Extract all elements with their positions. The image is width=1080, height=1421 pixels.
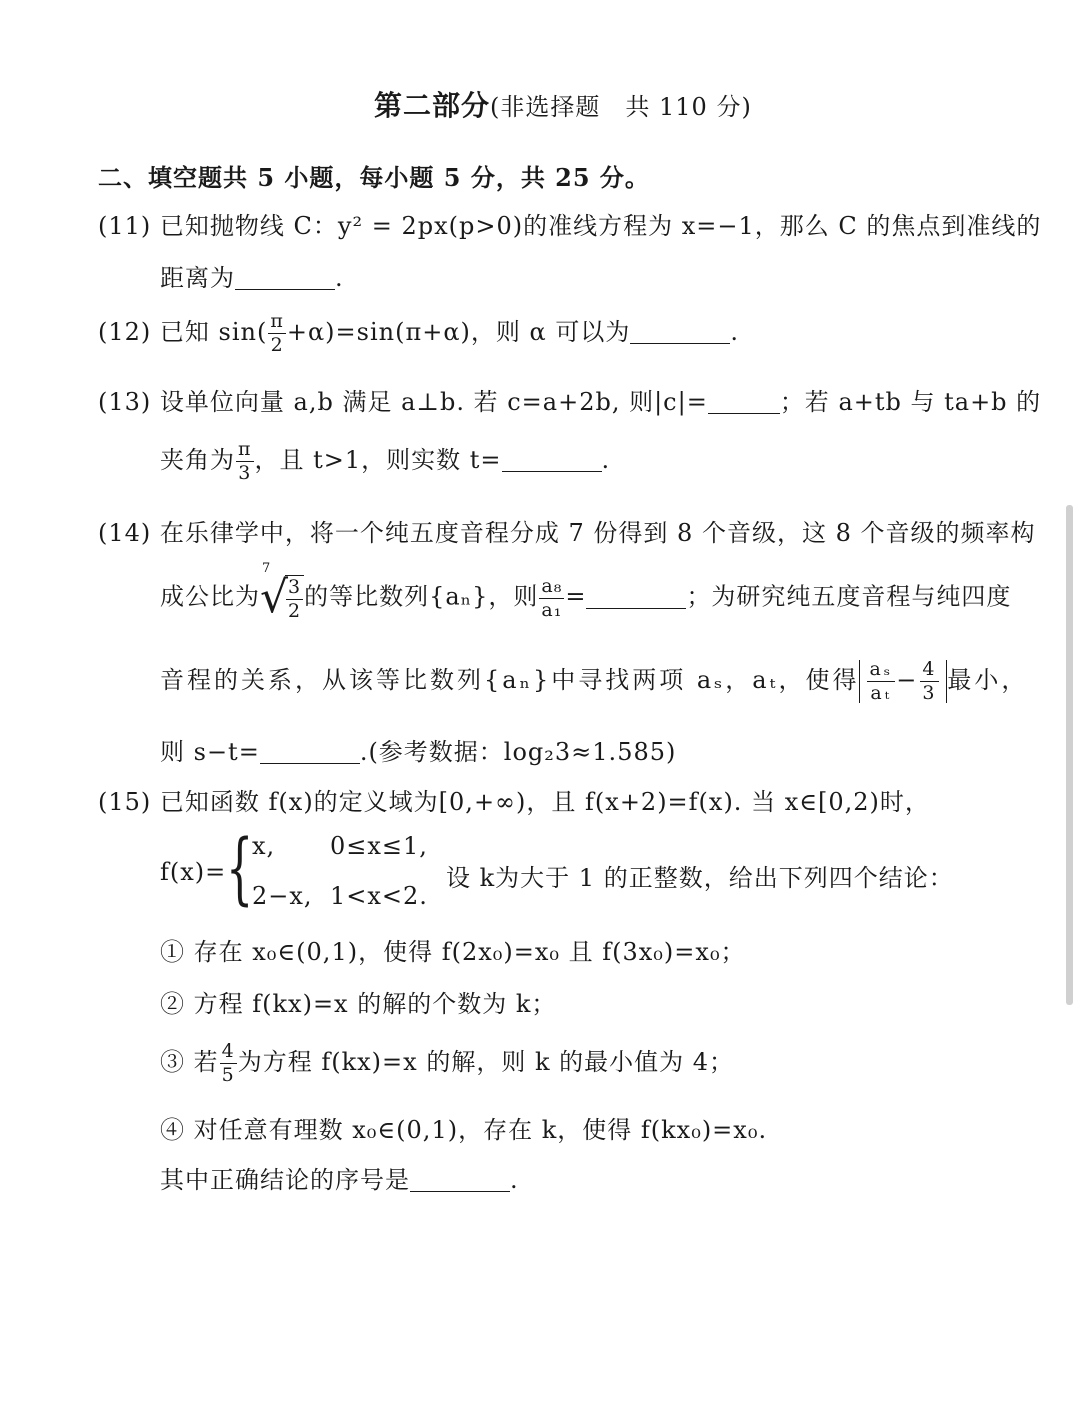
- question-15-number: (15): [98, 788, 152, 816]
- conclusion-1: ① 存在 x₀∈(0,1)，使得 f(2x₀)=x₀ 且 f(3x₀)=x₀；: [160, 938, 746, 966]
- question-15-final-line: [160, 1160, 519, 1195]
- conclusion-3-text-b: 为方程 f(kx)=x 的解，则 k 的最小值为 4；: [237, 1048, 735, 1076]
- section-title-text: 第二部分: [374, 89, 491, 122]
- question-14-text-b: 成公比为: [160, 582, 260, 611]
- fraction-numerator: aₛ: [869, 658, 894, 680]
- fraction-denominator: a₁: [541, 598, 563, 621]
- question-13-text-d: ，且 t>1，则实数 t=: [254, 446, 502, 474]
- conclusion-4: ④ 对任意有理数 x₀∈(0,1)，存在 k，使得 f(kx₀)=x₀.: [160, 1116, 768, 1144]
- conclusion-3: [160, 1042, 734, 1085]
- section-subtitle: (非选择题 共 110 分): [490, 93, 752, 121]
- fraction-denominator: 5: [221, 1064, 235, 1086]
- minus-sign: −: [896, 666, 920, 694]
- question-12-text-b: +α)=sin(π+α)，则 α 可以为: [286, 318, 631, 346]
- question-14-text-g: 则 s−t=: [160, 738, 260, 766]
- fraction-numerator: π: [270, 310, 284, 332]
- question-12-text-a: 已知 sin(: [159, 318, 268, 346]
- question-11-text: 已知抛物线 C：y² = 2px(p>0)的准线方程为 x=−1，那么 C 的焦点到准线的: [159, 212, 1042, 240]
- answer-blank-15[interactable]: [410, 1191, 510, 1192]
- root-index: 7: [262, 561, 272, 576]
- piecewise-case-2-expr: 2−x,: [252, 882, 313, 910]
- question-12-line: [98, 312, 739, 355]
- fraction-numerator: 4: [221, 1040, 235, 1062]
- absolute-value-expression: [859, 660, 947, 703]
- fraction-denominator: aₜ: [870, 682, 893, 704]
- question-14-line-3: [160, 660, 1028, 703]
- fraction-numerator: 4: [922, 658, 938, 680]
- question-11-line-1: [98, 206, 1041, 241]
- question-14-text-e: 音程的关系，从该等比数列{aₙ}中寻找两项 aₛ，aₜ，使得: [160, 666, 860, 694]
- question-12-number: (12): [98, 318, 152, 346]
- question-15-text-a: 已知函数 f(x)的定义域为[0,+∞)，且 f(x+2)=f(x). 当 x∈[0,2)时，: [159, 788, 930, 816]
- question-11-period: .: [335, 264, 344, 292]
- radical-sign-icon: √: [260, 572, 290, 623]
- fraction-a8-over-a1: [539, 574, 564, 621]
- fraction-4-over-3: [920, 660, 939, 703]
- fraction-denominator: 2: [270, 334, 284, 356]
- answer-blank-14a[interactable]: [586, 608, 686, 609]
- left-brace-icon: {: [226, 824, 254, 914]
- piecewise-case-1-cond: 0≤x≤1,: [330, 832, 428, 860]
- root-body: [285, 575, 304, 621]
- question-14-line-4: [160, 732, 676, 767]
- question-14-equals: =: [565, 582, 587, 611]
- question-15-final-text: 其中正确结论的序号是: [160, 1166, 410, 1194]
- fraction-denominator: 3: [238, 462, 252, 484]
- question-14-text-a: 在乐律学中，将一个纯五度音程分成 7 份得到 8 个音级，这 8 个音级的频率构: [159, 519, 1036, 547]
- answer-blank-12[interactable]: [630, 343, 730, 344]
- question-11-text-2: 距离为: [160, 264, 235, 292]
- part-heading: 二、填空题共 5 小题，每小题 5 分，共 25 分。: [98, 163, 650, 192]
- piecewise-function-label: f(x)=: [160, 858, 227, 886]
- fraction-numerator: a₈: [541, 574, 563, 597]
- conclusion-2: ② 方程 f(kx)=x 的解的个数为 k；: [160, 990, 557, 1018]
- question-14-text-f: 最小，: [947, 666, 1029, 694]
- question-11-line-2: [160, 258, 344, 293]
- question-14-text-d: ；为研究纯五度音程与纯四度: [686, 582, 1012, 611]
- question-13-line-1: [98, 382, 1041, 417]
- question-14-line-2: [160, 561, 1012, 623]
- scrollbar[interactable]: [1066, 505, 1073, 1005]
- fraction-as-over-at: [867, 660, 895, 703]
- answer-blank-13b[interactable]: [502, 471, 602, 472]
- question-14-number: (14): [98, 519, 152, 547]
- question-12-period: .: [730, 318, 740, 346]
- answer-blank-11[interactable]: [235, 289, 335, 290]
- fraction-numerator: 3: [288, 576, 302, 598]
- fraction-pi-over-3: [236, 440, 254, 483]
- fraction-numerator: π: [238, 438, 252, 460]
- answer-blank-14b[interactable]: [260, 763, 360, 764]
- fraction-4-over-5: [220, 1042, 237, 1085]
- fraction-pi-over-2: [268, 312, 286, 355]
- question-13-text-b: ；若 a+tb 与 ta+b 的: [779, 388, 1042, 416]
- question-13-period: .: [601, 446, 611, 474]
- answer-blank-13a[interactable]: [708, 413, 780, 414]
- question-13-text-a: 设单位向量 a,b 满足 a⊥b. 若 c=a+2b, 则|c|=: [159, 388, 708, 416]
- question-15-line-1: [98, 782, 930, 817]
- section-title: [374, 84, 752, 124]
- question-15-text-b: 设 k为大于 1 的正整数，给出下列四个结论：: [446, 864, 954, 892]
- question-13-text-c: 夹角为: [160, 446, 235, 474]
- question-14-line-1: [98, 513, 1036, 548]
- question-13-line-2: [160, 440, 610, 483]
- fraction-denominator: 2: [288, 600, 302, 622]
- question-15-period: .: [510, 1166, 519, 1194]
- piecewise-case-2-cond: 1<x<2.: [330, 882, 428, 910]
- seventh-root: [260, 561, 304, 623]
- conclusion-3-text-a: ③ 若: [160, 1048, 219, 1076]
- piecewise-case-1-expr: x,: [252, 832, 276, 860]
- fraction-3-over-2: [286, 578, 303, 621]
- question-13-number: (13): [98, 388, 152, 416]
- question-11-number: (11): [98, 212, 152, 240]
- question-14-text-c: 的等比数列{aₙ}，则: [304, 582, 539, 611]
- question-14-text-h: .(参考数据：log₂3≈1.585): [359, 738, 677, 766]
- fraction-denominator: 3: [922, 682, 938, 704]
